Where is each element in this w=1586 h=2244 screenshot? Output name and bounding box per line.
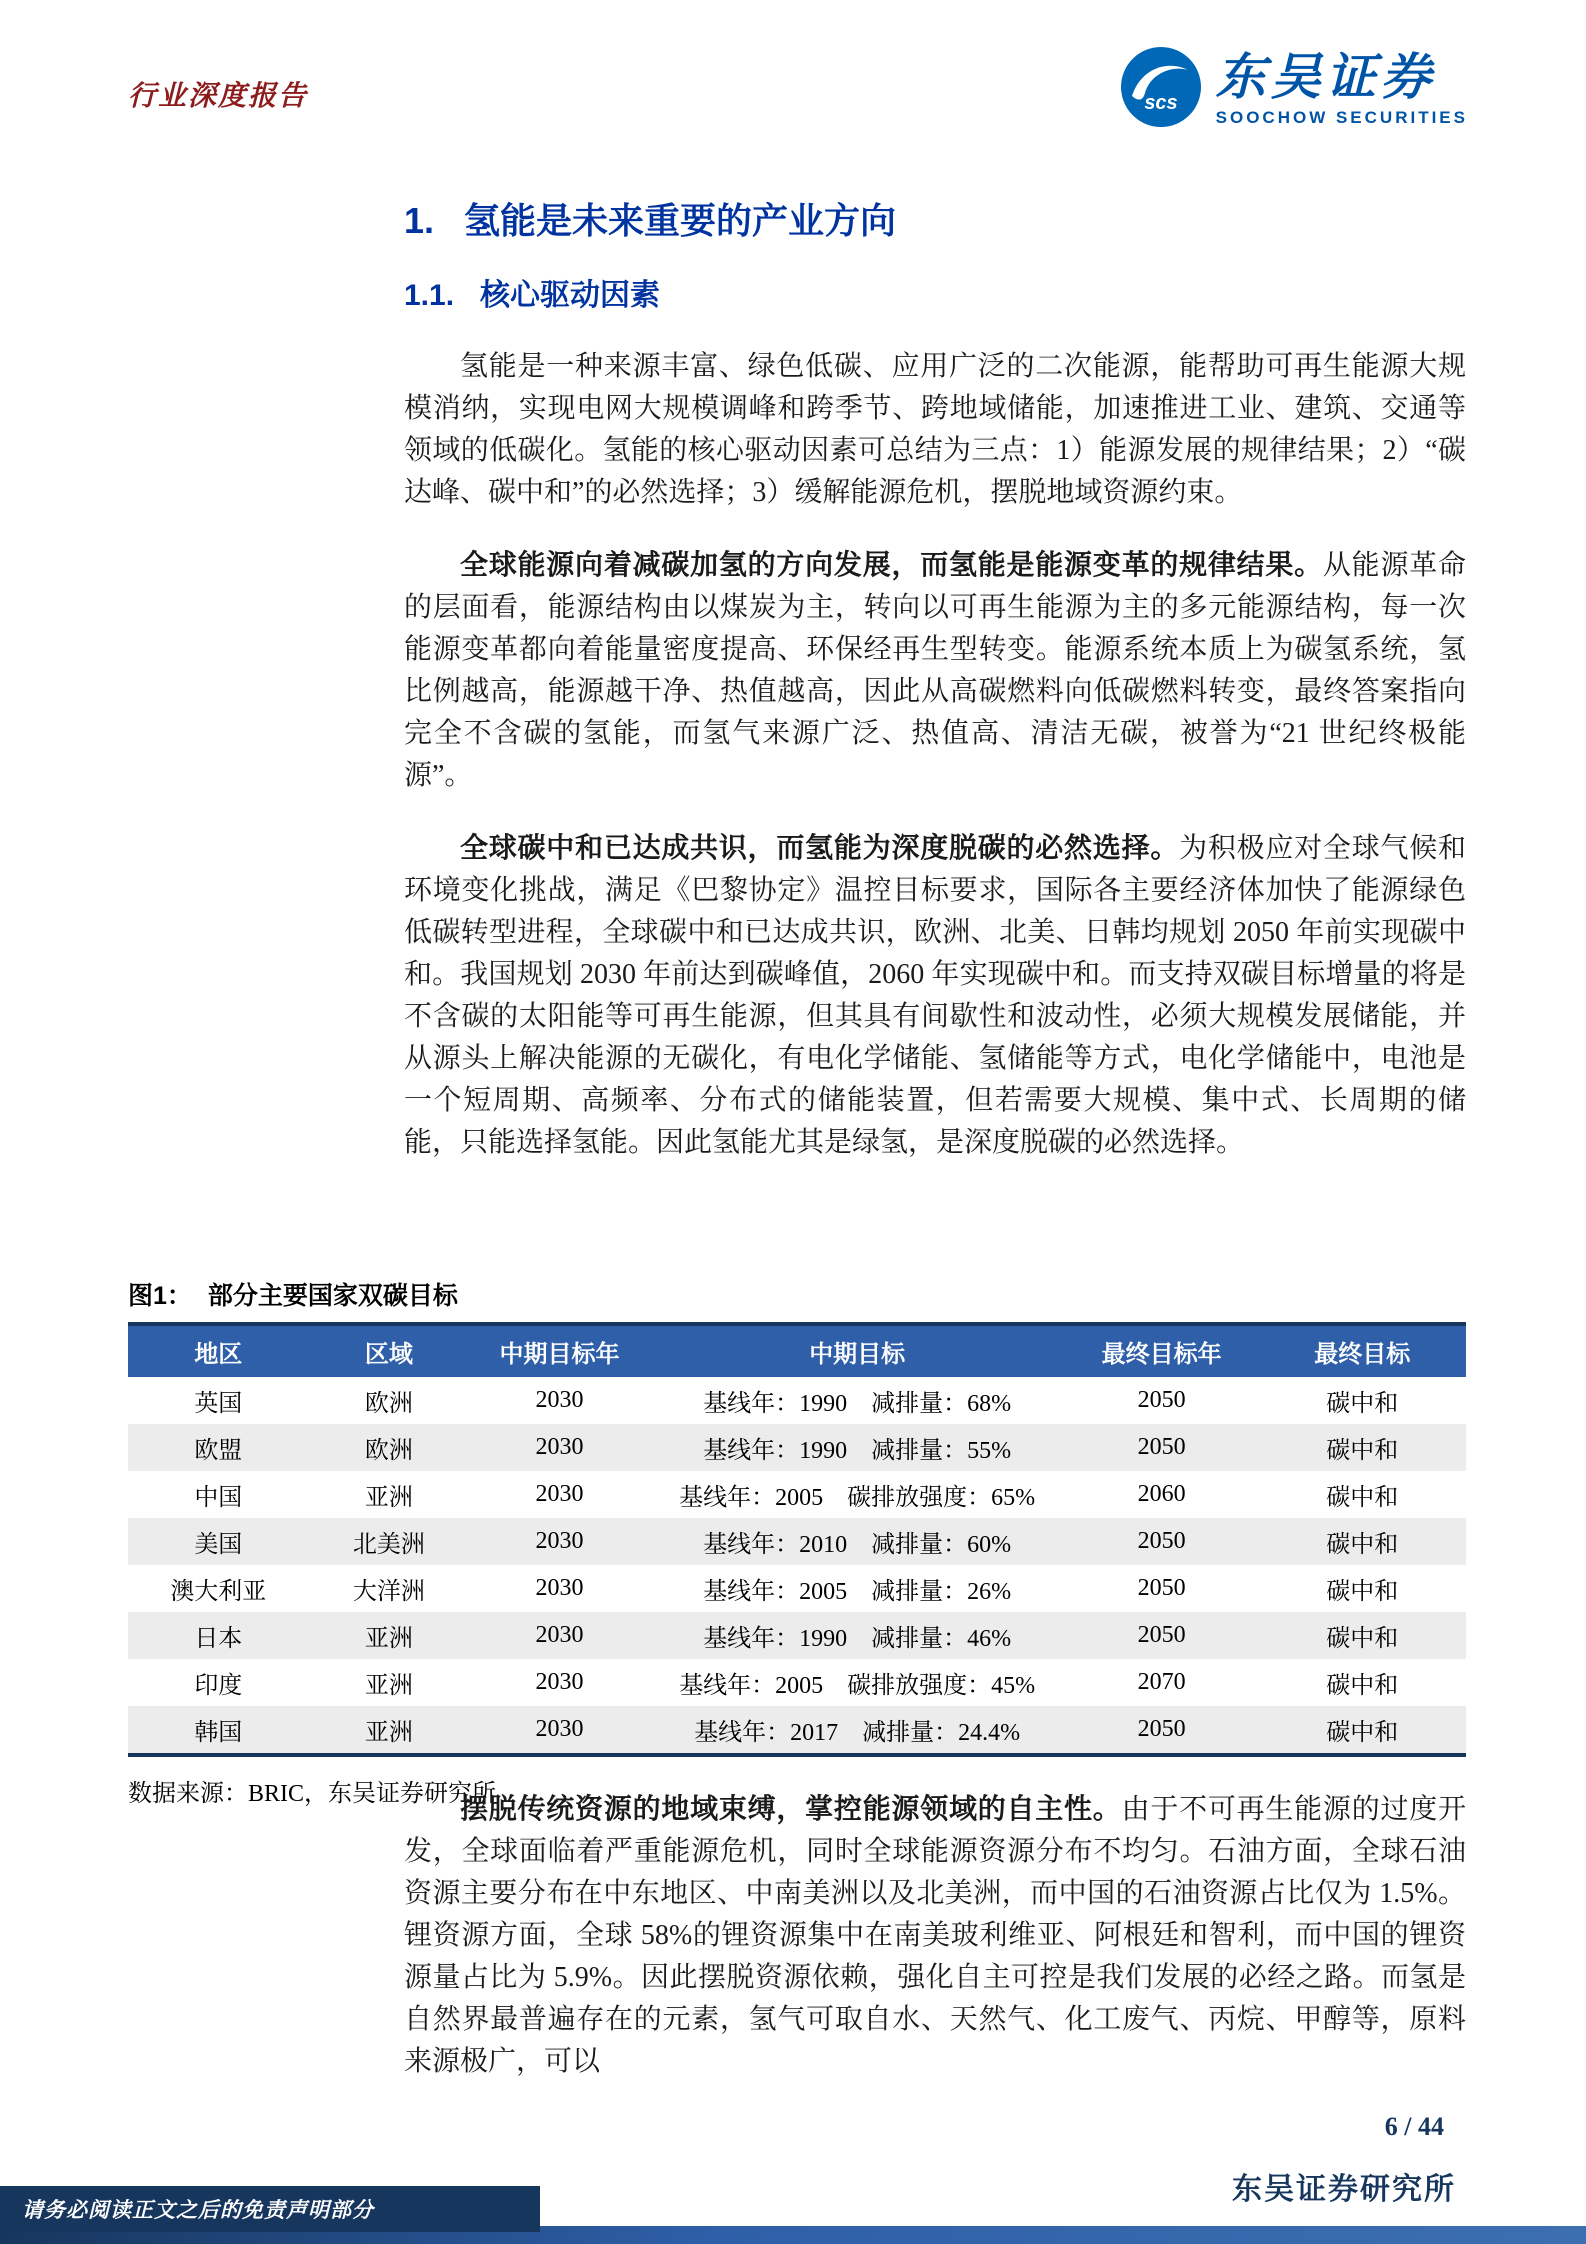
table-cell: 2060 xyxy=(1137,1481,1186,1507)
table-cell: 欧洲 xyxy=(364,1391,413,1417)
disclaimer-bar xyxy=(0,2186,540,2232)
page-number: 6 / 44 xyxy=(1384,2112,1444,2141)
figure-caption-text: 部分主要国家双碳目标 xyxy=(207,1282,458,1310)
table-cell: 2030 xyxy=(535,1481,584,1507)
logo-en-name: SOOCHOW SECURITIES xyxy=(1215,107,1468,127)
table-cell: 基线年：2005 碳排放强度：45% xyxy=(679,1673,1036,1699)
table-header-cell: 地区 xyxy=(128,1326,309,1377)
section-heading-1-1 xyxy=(404,276,1466,316)
table-cell: 碳中和 xyxy=(1326,1626,1399,1652)
table-header-cell: 区域 xyxy=(309,1326,470,1377)
table-cell: 2030 xyxy=(535,1434,584,1460)
table-cell: 大洋洲 xyxy=(352,1579,425,1605)
section-number: 1. xyxy=(404,200,435,241)
main-content-continued xyxy=(404,1788,1466,2083)
table-cell: 基线年：2017 减排量：24.4% xyxy=(694,1720,1021,1746)
table-cell: 碳中和 xyxy=(1326,1720,1399,1746)
paragraph-2 xyxy=(404,544,1466,797)
disclaimer-text: 请务必阅读正文之后的免责声明部分 xyxy=(22,2198,374,2222)
table-cell: 英国 xyxy=(194,1391,243,1417)
table-cell: 碳中和 xyxy=(1326,1579,1399,1605)
table-cell: 2050 xyxy=(1137,1716,1186,1742)
research-institute-label: 东吴证券研究所 xyxy=(1232,2173,1456,2206)
main-content xyxy=(404,198,1466,1164)
table-cell: 欧洲 xyxy=(364,1438,413,1464)
table-cell: 2050 xyxy=(1137,1575,1186,1601)
table-row xyxy=(128,1565,1466,1612)
table-cell: 2050 xyxy=(1137,1434,1186,1460)
paragraph-text: 从能源革命的层面看，能源结构由以煤炭为主，转向以可再生能源为主的多元能源结构，每一次能源变革都向着能量密度提高、环保经再生型转变。能源系统本质上为碳氢系统，氢比例越高，能源越干净、热值越高，因此从高碳燃料向低碳燃料转变，最终答案指向完全不含碳的氢能，而氢气来源广泛、热值高、清洁无碳，被誉为“21 世纪终极能源”。 xyxy=(404,550,1466,791)
figure-caption xyxy=(128,1276,1466,1312)
table-cell: 2030 xyxy=(535,1528,584,1554)
table-cell: 碳中和 xyxy=(1326,1485,1399,1511)
table-cell: 澳大利亚 xyxy=(170,1579,267,1605)
table-cell: 亚洲 xyxy=(364,1673,413,1699)
table-cell: 美国 xyxy=(194,1532,243,1558)
report-type-label: 行业深度报告 xyxy=(128,81,309,112)
table-cell: 亚洲 xyxy=(364,1720,413,1746)
table-cell: 基线年：1990 减排量：46% xyxy=(703,1626,1012,1652)
table-cell: 碳中和 xyxy=(1326,1532,1399,1558)
logo-cn-name: 东吴证券 xyxy=(1215,49,1436,106)
table-row xyxy=(128,1377,1466,1424)
figure-caption-label: 图1： xyxy=(128,1282,192,1310)
logo-text-block xyxy=(1216,51,1468,128)
figure-1 xyxy=(128,1276,1466,1808)
table-cell: 基线年：2005 减排量：26% xyxy=(703,1579,1012,1605)
table-cell: 2050 xyxy=(1137,1387,1186,1413)
table-cell: 2070 xyxy=(1137,1669,1186,1695)
paragraph-lead: 全球碳中和已达成共识，而氢能为深度脱碳的必然选择。 xyxy=(460,832,1180,863)
soochow-logo-icon xyxy=(1120,46,1202,133)
table-header-cell: 中期目标年 xyxy=(469,1326,650,1377)
paragraph-3 xyxy=(404,827,1466,1164)
table-cell: 2030 xyxy=(535,1622,584,1648)
page-header xyxy=(128,46,1468,133)
table-row xyxy=(128,1659,1466,1706)
table-row xyxy=(128,1424,1466,1471)
table-header-cell: 最终目标 xyxy=(1259,1326,1466,1377)
table-cell: 韩国 xyxy=(194,1720,243,1746)
table-cell: 碳中和 xyxy=(1326,1673,1399,1699)
table-cell: 2050 xyxy=(1137,1528,1186,1554)
table-cell: 碳中和 xyxy=(1326,1391,1399,1417)
section-title: 氢能是未来重要的产业方向 xyxy=(464,200,897,241)
paragraph-4 xyxy=(404,1788,1466,2083)
dual-carbon-target-table xyxy=(128,1326,1466,1753)
section-heading-1 xyxy=(404,198,1466,244)
paragraph-lead: 全球能源向着减碳加氢的方向发展，而氢能是能源变革的规律结果。 xyxy=(460,549,1323,580)
table-cell: 日本 xyxy=(194,1626,243,1652)
table-cell: 碳中和 xyxy=(1326,1438,1399,1464)
table-cell: 亚洲 xyxy=(364,1485,413,1511)
table-cell: 基线年：1990 减排量：55% xyxy=(703,1438,1012,1464)
table-header-row xyxy=(128,1326,1466,1377)
paragraph-text: 氢能是一种来源丰富、绿色低碳、应用广泛的二次能源，能帮助可再生能源大规模消纳，实现电网大规模调峰和跨季节、跨地域储能，加速推进工业、建筑、交通等领域的低碳化。氢能的核心驱动因素可总结为三点：1）能源发展的规律结果；2）“碳达峰、碳中和”的必然选择；3）缓解能源危机，摆脱地域资源约束。 xyxy=(404,351,1466,508)
table-cell: 2030 xyxy=(535,1716,584,1742)
paragraph-text: 由于不可再生能源的过度开发，全球面临着严重能源危机，同时全球能源资源分布不均匀。石油方面，全球石油资源主要分布在中东地区、中南美洲以及北美洲，而中国的石油资源占比仅为 1.5%。锂资源方面，全球 58%的锂资源集中在南美玻利维亚、阿根廷和智利，而中国的锂资源量占比为 5.9%。因此摆脱资源依赖，强化自主可控是我们发展的必经之路。而氢是自然界最普遍存在的元素，氢气可取自水、天然气、化工废气、丙烷、甲醇等，原料来源极广，可以 xyxy=(404,1794,1466,2077)
table-cell: 2050 xyxy=(1137,1622,1186,1648)
paragraph-text: 为积极应对全球气候和环境变化挑战，满足《巴黎协定》温控目标要求，国际各主要经济体加快了能源绿色低碳转型进程，全球碳中和已达成共识，欧洲、北美、日韩均规划 2050 年前实现碳中和。我国规划 2030 年前达到碳峰值，2060 年实现碳中和。而支持双碳目标增量的将是不含碳的太阳能等可再生能源，但其具有间歇性和波动性，必须大规模发展储能，并从源头上解决能源的无碳化，有电化学储能、氢储能等方式，电化学储能中，电池是一个短周期、高频率、分布式的储能装置，但若需要大规模、集中式、长周期的储能，只能选择氢能。因此氢能尤其是绿氢，是深度脱碳的必然选择。 xyxy=(404,833,1466,1158)
table-row xyxy=(128,1612,1466,1659)
table-cell: 中国 xyxy=(194,1485,243,1511)
table-row xyxy=(128,1471,1466,1518)
table-cell: 基线年：1990 减排量：68% xyxy=(703,1391,1012,1417)
table-cell: 印度 xyxy=(194,1673,243,1699)
logo-icon-text: scs xyxy=(1143,92,1178,114)
table-cell: 北美洲 xyxy=(352,1532,425,1558)
data-source-note: 数据来源：BRIC，东吴证券研究所 xyxy=(128,1781,497,1807)
table-cell: 2030 xyxy=(535,1387,584,1413)
table-cell: 基线年：2010 减排量：60% xyxy=(703,1532,1012,1558)
paragraph-1 xyxy=(404,346,1466,514)
table-header-cell: 中期目标 xyxy=(650,1326,1065,1377)
table-row xyxy=(128,1706,1466,1753)
table-cell: 2030 xyxy=(535,1575,584,1601)
subsection-number: 1.1. xyxy=(404,279,455,312)
table-cell: 欧盟 xyxy=(194,1438,243,1464)
table-cell: 2030 xyxy=(535,1669,584,1695)
subsection-title: 核心驱动因素 xyxy=(480,279,661,312)
table-row xyxy=(128,1518,1466,1565)
table-cell: 亚洲 xyxy=(364,1626,413,1652)
table-header-cell: 最终目标年 xyxy=(1065,1326,1259,1377)
table-cell: 基线年：2005 碳排放强度：65% xyxy=(679,1485,1036,1511)
soochow-logo xyxy=(1120,46,1468,133)
table-wrapper xyxy=(128,1322,1466,1757)
paragraph-lead: 摆脱传统资源的地域束缚，掌控能源领域的自主性。 xyxy=(460,1793,1122,1824)
